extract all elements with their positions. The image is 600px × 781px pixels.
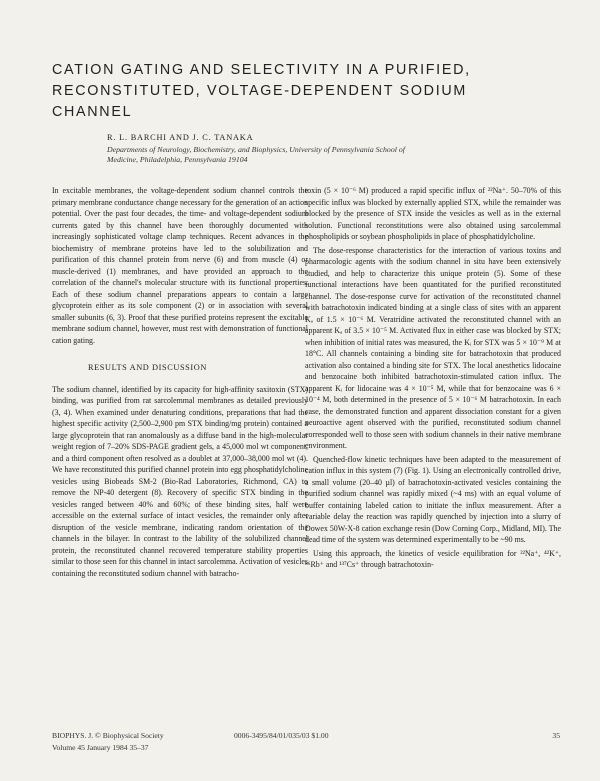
- volume-info: Volume 45 January 1984 35–37: [52, 743, 149, 752]
- title-line-2: RECONSTITUTED, VOLTAGE-DEPENDENT SODIUM: [52, 83, 468, 99]
- title-line-1: CATION GATING AND SELECTIVITY IN A PURIFIED,: [52, 62, 471, 78]
- results-paragraph: The sodium channel, identified by its capacity for high-affinity saxitoxin (STX) binding, was purified from rat sarcolemmal membranes as detailed previously (3, 4). When examined under denaturing conditions, preparations that had the highest specific activity (2,500–2,900 pm STX binding/mg protein) contained a large glycoprotein that ran anomalously as a diffuse band in the high-molecular weight region of 7–20% SDS-PAGE gradient gels, a 45,000 mol wt component, and a third component often resolved as a doublet at 37,000–38,000 mol wt (4). We have reconstituted this purified channel protein into egg phosphatidylcholine vesicles using Biobeads SM-2 (Bio-Rad Laboratories, Richmond, CA) to remove the NP-40 detergent (8). Recovery of specific STX binding in the vesicles ranged between 40% and 60%; of these binding sites, half were accessible on the external surface of intact vesicles, the remainder only after disruption of the vesicle membrane, indicating random orientation of the channels in the bilayer. In contrast to the lability of the solubilized channel protein, the reconstituted channel recovered temperature stability properties similar to those seen for this channel in intact sarcolemma. Activation of vesicles containing the reconstituted sodium channel with batracho-: [52, 384, 308, 578]
- affiliation-line-1: Departments of Neurology, Biochemistry, and Biophysics, University of Pennsylvania School of: [107, 145, 405, 154]
- left-column: [52, 185, 308, 581]
- author-list: R. L. BARCHI AND J. C. TANAKA: [107, 133, 254, 142]
- page-footer: [52, 731, 560, 755]
- journal-citation: BIOPHYS. J. © Biophysical Society: [52, 731, 164, 740]
- right-paragraph-1: toxin (5 × 10⁻⁶ M) produced a rapid specific influx of ²²Na⁺. 50–70% of this specific influx was blocked by externally applied STX, while the remainder was blocked by the presence of STX inside the vesicles as well as in the external solution. Functional reconstitutions were also obtained using sarcolemmal phospholipids or soybean phospholipids in place of phosphatidylcholine.: [305, 186, 561, 241]
- paper-title: [52, 60, 552, 123]
- right-paragraph-3: Quenched-flow kinetic techniques have been adapted to the measurement of cation influx in this system (7) (Fig. 1). Using an electronically controlled drive, a small volume (20–40 µl) of batrachotoxin-activated vesicles containing the purified sodium channel was rapidly mixed (~4 ms) with an equal volume of buffer containing labeled cation to initiate the influx measurement. After a variable delay the reaction was rapidly quenched by injection into a slurry of Dowex 50W-X-8 cation exchange resin (Dow Corning Corp., Midland, MI). The dead time of the system was determined experimentally to be ~90 ms.: [305, 454, 561, 544]
- right-column: [305, 185, 561, 573]
- right-paragraph-4: Using this approach, the kinetics of vesicle equilibration for ²²Na⁺, ⁴²K⁺, ⁸⁶Rb⁺ and ¹³⁷Cs⁺ through batrachotoxin-: [305, 548, 561, 569]
- section-heading-results: RESULTS AND DISCUSSION: [88, 363, 207, 372]
- intro-paragraph: In excitable membranes, the voltage-dependent sodium channel controls the primary membrane conductance change necessary for the generation of an action potential. Over the past four decades, the time- and voltage-dependent sodium currents gated by this channel have been thoroughly documented with increasingly sophisticated voltage clamp techniques. Recent advances in the biochemistry of membrane proteins have led to the solubilization and purification of this channel protein from nerve (6) and from muscle (4) or muscle-derived (1) membranes, and have provided an approach to the correlation of the channel's molecular structure with its functional properties. Each of these sodium channel preparations appears to contain a large glycoprotein either as its sole component (2) or in association with several smaller subunits (6, 3). Proof that these purified proteins represent the excitable membrane sodium channel, however, must rest with demonstration of functional cation gating.: [52, 186, 308, 345]
- right-paragraph-2: The dose-response characteristics for the interaction of various toxins and pharmacologic agents with the sodium channel in situ have been extensively studied, and help to characterize this unique protein (5). Some of these functional interactions have been quantitated for the purified reconstituted channel. The dose-response curve for activation of the reconstituted channel with batrachotoxin indicated binding at a single class of sites with an apparent Kₐ of 1.5 × 10⁻⁶ M. Veratridine activated the reconstituted channel with an apparent Kₐ of 3.5 × 10⁻⁵ M. Activated flux in either case was blocked by STX; when inhibition of initial rates was measured, the Kᵢ for STX was 5 × 10⁻⁹ M at 18°C. All channels containing a binding site for batrachotoxin that produced activation also contained a binding site for STX. The local anesthetics lidocaine and benzocaine both inhibited batrachotoxin-stimulated cation influx. The apparent Kᵢ for lidocaine was 4 × 10⁻⁵ M, while that for benzocaine was 6 × 10⁻⁴ M, both determined in the presence of 5 × 10⁻⁶ M batrachotoxin. In each case, the demonstrated function and apparent dissociation constant for a given neuroactive agent observed with the purified, reconstituted sodium channel corresponded well to those seen with sodium channels in their native membrane environment.: [305, 245, 561, 450]
- title-line-3: CHANNEL: [52, 104, 133, 120]
- issn-line: 0006-3495/84/01/035/03 $1.00: [234, 731, 329, 740]
- affiliation-line-2: Medicine, Philadelphia, Pennsylvania 19104: [107, 155, 248, 164]
- affiliation: [107, 145, 527, 165]
- page-number: 35: [552, 731, 560, 740]
